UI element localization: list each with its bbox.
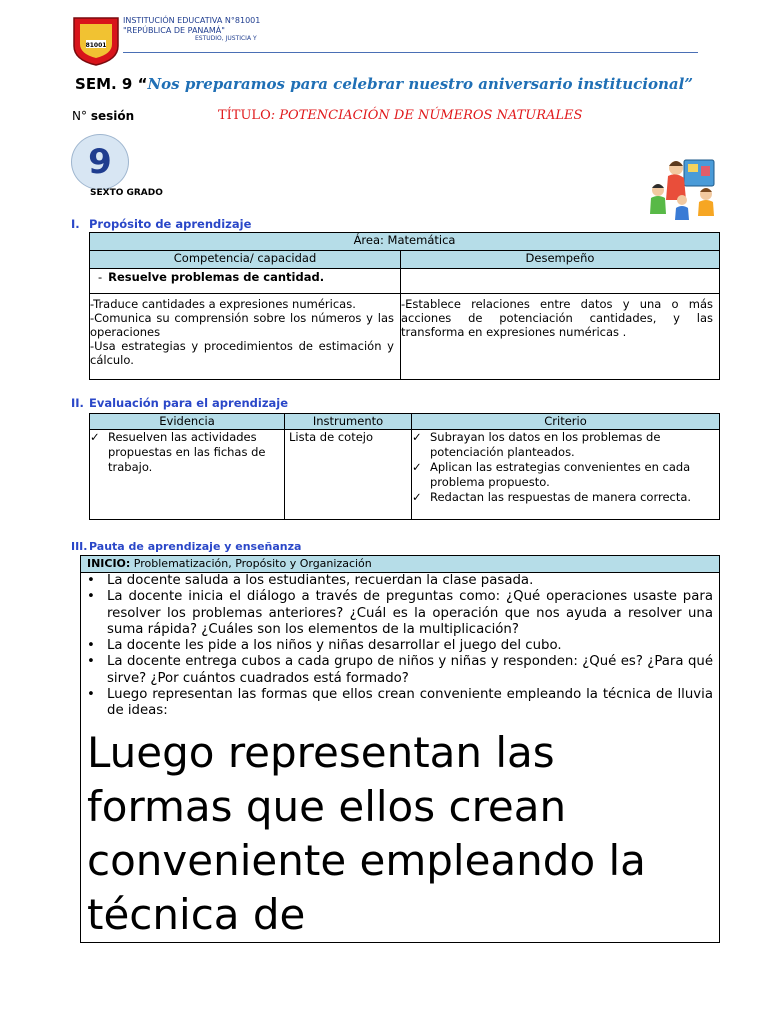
competencia-cell: - Resuelve problemas de cantidad. bbox=[90, 269, 401, 294]
section-3-heading bbox=[71, 540, 301, 553]
criterio-column-header: Criterio bbox=[412, 414, 720, 430]
session-label-prefix: N° bbox=[72, 109, 87, 123]
criterio-cell bbox=[412, 430, 720, 520]
title-label: TÍTULO bbox=[218, 108, 271, 123]
criterio-item: ✓ Subrayan los datos en los problemas de potenciación planteados. bbox=[412, 430, 661, 459]
criterio-item: ✓ Redactan las respuestas de manera correcta. bbox=[412, 490, 692, 504]
capacidades-cell bbox=[90, 294, 401, 380]
capacidad-item: -Traduce cantidades a expresiones numéricas. bbox=[90, 297, 356, 311]
section-2-heading bbox=[71, 396, 288, 410]
list-item: • La docente inicia el diálogo a través de preguntas como: ¿Qué operaciones usaste para resolver los problemas anteriores? ¿Cuál es la operación que nos ayuda a resolver una suma rápida? ¿Cuáles son los elementos de la multiplicación? bbox=[87, 589, 713, 637]
inicio-text: Problematización, Propósito y Organización bbox=[130, 557, 372, 570]
section-3-numeral: III. bbox=[71, 540, 88, 553]
list-item: • La docente les pide a los niños y niñas desarrollar el juego del cubo. bbox=[87, 638, 562, 654]
section-1-heading bbox=[71, 217, 251, 231]
instrumento-cell: Lista de cotejo bbox=[285, 430, 412, 520]
check-icon: ✓ bbox=[412, 430, 422, 444]
list-item: • La docente saluda a los estudiantes, recuerdan la clase pasada. bbox=[87, 573, 534, 588]
purpose-table bbox=[89, 232, 720, 380]
session-label-text: sesión bbox=[90, 109, 135, 123]
section-1-title: Propósito de aprendizaje bbox=[89, 217, 252, 231]
header-divider bbox=[123, 52, 698, 53]
inicio-label: INICIO: bbox=[87, 557, 131, 570]
check-icon: ✓ bbox=[412, 460, 422, 474]
school-line-1: INSTITUCIÓN EDUCATIVA N°81001 bbox=[123, 16, 261, 25]
section-2-title: Evaluación para el aprendizaje bbox=[89, 396, 289, 410]
inicio-content bbox=[81, 573, 720, 943]
capacidad-item: -Usa estrategias y procedimientos de estimación y cálculo. bbox=[90, 339, 394, 367]
logo-number: 81001 bbox=[85, 42, 107, 49]
evidencia-cell bbox=[90, 430, 285, 520]
criterio-item: ✓ Aplican las estrategias convenientes en cada problema propuesto. bbox=[412, 460, 691, 489]
week-theme: Nos preparamos para celebrar nuestro aniversario institucional” bbox=[147, 75, 693, 93]
check-icon: ✓ bbox=[412, 490, 422, 504]
desempeno-cell: -Establece relaciones entre datos y una o más acciones de potenciación cantidades, y las transforma en expresiones numéricas . bbox=[401, 294, 720, 380]
list-item: • La docente entrega cubos a cada grupo de niños y niñas y responden: ¿Qué es? ¿Para qué sirve? ¿Por cuántos cuadrados está formado? bbox=[87, 654, 713, 686]
grade-label: SEXTO GRADO bbox=[90, 188, 163, 198]
page-title bbox=[218, 108, 582, 123]
inicio-header bbox=[81, 556, 720, 573]
session-number: 9 bbox=[88, 142, 112, 182]
evaluation-table bbox=[89, 413, 720, 520]
section-2-numeral: II. bbox=[71, 396, 84, 410]
school-name bbox=[123, 16, 260, 42]
competencia-column-header: Competencia/ capacidad bbox=[90, 251, 401, 269]
school-logo bbox=[72, 16, 120, 66]
school-line-2: "REPÚBLICA DE PANAMÁ" bbox=[123, 26, 225, 35]
check-icon: ✓ bbox=[90, 430, 100, 444]
desempeno-column-header: Desempeño bbox=[401, 251, 720, 269]
instrumento-column-header: Instrumento bbox=[285, 414, 412, 430]
teaching-guide-table bbox=[80, 555, 720, 943]
capacidad-item: -Comunica su comprensión sobre los números y las operaciones bbox=[90, 311, 394, 339]
title-value: : POTENCIACIÓN DE NÚMEROS NATURALES bbox=[270, 108, 583, 123]
evidencia-column-header: Evidencia bbox=[90, 414, 285, 430]
evidencia-text: Resuelven las actividades propuestas en las fichas de trabajo. bbox=[108, 430, 266, 474]
activity-list bbox=[87, 573, 713, 720]
children-reading-illustration bbox=[646, 156, 724, 222]
school-line-3: ESTUDIO, JUSTICIA Y bbox=[195, 35, 257, 42]
week-heading bbox=[0, 75, 768, 93]
session-number-badge bbox=[71, 134, 129, 190]
large-overflow-text: Luego representan las formas que ellos crean conveniente empleando la técnica de bbox=[87, 727, 646, 939]
area-header: Área: Matemática bbox=[90, 233, 720, 251]
session-label bbox=[72, 109, 134, 123]
empty-desempeno-cell bbox=[401, 269, 720, 294]
section-1-numeral: I. bbox=[71, 217, 80, 231]
section-3-title: Pauta de aprendizaje y enseñanza bbox=[89, 540, 302, 553]
week-label: SEM. 9 “ bbox=[75, 75, 148, 93]
desempeno-text: Establece relaciones entre datos y una o más acciones de potenciación cantidades, y las transforma en expresiones numéricas . bbox=[401, 297, 713, 339]
list-item: • Luego representan las formas que ellos crean conveniente empleando la técnica de lluvia de ideas: bbox=[87, 687, 713, 719]
competencia-text: Resuelve problemas de cantidad. bbox=[108, 270, 325, 284]
